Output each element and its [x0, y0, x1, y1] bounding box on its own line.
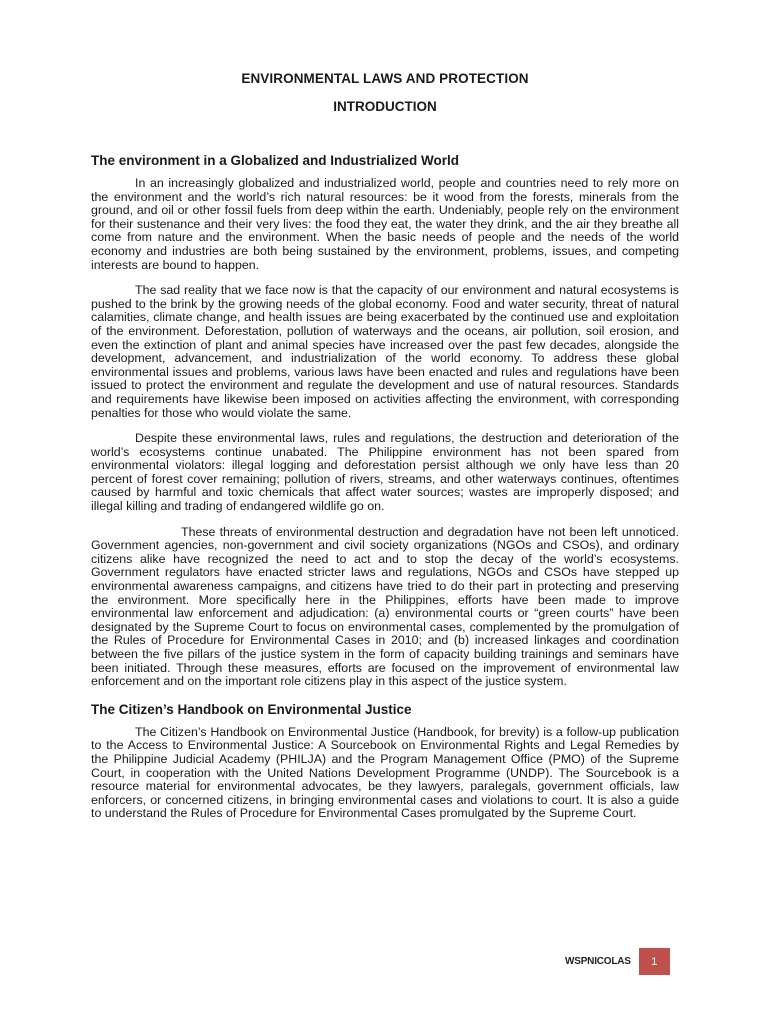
- section-heading-citizens-handbook: The Citizen’s Handbook on Environmental Justice: [91, 701, 412, 717]
- paragraph: In an increasingly globalized and industrialized world, people and countries need to rely more on the environment and the world’s rich natural resources: be it wood from the forests, minerals from the ground, and oil or other fossil fuels from deep within the earth. Undeniably, people rely on the environment for their sustenance and their very lives: the food they eat, the water they drink, and the air they breathe all come from nature and the environment. When the basic needs of people and the needs of the world economy and industries are both being sustained by the environment, problems, issues, and competing interests are bound to happen.: [91, 176, 679, 272]
- footer-author: WSPNICOLAS: [565, 956, 631, 967]
- paragraph: The sad reality that we face now is that the capacity of our environment and natural ecosystems is pushed to the brink by the growing needs of the global economy. Food and water security, threat of natural calamities, climate change, and health issues are being exacerbated by the continued use and exploitation of the environment. Deforestation, pollution of waterways and the oceans, air pollution, soil erosion, and even the extinction of plant and animal species have increased over the past few decades, alongside the development, advancement, and industrialization of the world economy. To address these global environmental issues and problems, various laws have been enacted and rules and regulations have been issued to protect the environment and regulate the development and use of natural resources. Standards and requirements have likewise been imposed on activities affecting the environment, with corresponding penalties for those who would violate the same.: [91, 283, 679, 420]
- paragraph: Despite these environmental laws, rules and regulations, the destruction and deterioration of the world’s ecosystems continue unabated. The Philippine environment has not been spared from environmental violators: illegal logging and deforestation persist although we only have less than 20 percent of forest cover remaining; pollution of rivers, streams, and other waterways continues, oftentimes caused by harmful and toxic chemicals that affect water sources; wastes are improperly disposed; and illegal killing and trading of endangered wildlife go on.: [91, 431, 679, 514]
- section-heading-globalized-world: The environment in a Globalized and Industrialized World: [91, 153, 460, 168]
- paragraph: The Citizen’s Handbook on Environmental Justice (Handbook, for brevity) is a follow-up publication to the Access to Environmental Justice: A Sourcebook on Environmental Rights and Legal Remedies by the Philippine Judicial Academy (PHILJA) and the Program Management Office (PMO) of the Supreme Court, in cooperation with the United Nations Development Programme (UNDP). The Sourcebook is a resource material for environmental advocates, be they lawyers, paralegals, government officials, law enforcers, or concerned citizens, in bringing environmental cases and violations to court. It is also a guide to understand the Rules of Procedure for Environmental Cases promulgated by the Supreme Court.: [91, 724, 679, 821]
- paragraph: These threats of environmental destruction and degradation have not been left unnoticed. Government agencies, non-government and civil society organizations (NGOs and CSOs), and ordinary citizens alike have recognized the need to act and to stop the decay of the world’s ecosystems. Government regulators have enacted stricter laws and regulations, NGOs and CSOs have stepped up environmental awareness campaigns, and citizens have tried to do their part in protecting and preserving the environment. More specifically here in the Philippines, efforts have been made to improve environmental law enforcement and adjudication: (a) environmental courts or “green courts” have been designated by the Supreme Court to focus on environmental cases, complemented by the promulgation of the Rules of Procedure for Environmental Cases in 2010; and (b) increased linkages and coordination between the five pillars of the justice system in the form of capacity building trainings and seminars have been initiated. Through these measures, efforts are focused on the improvement of environmental law enforcement and on the important role citizens play in this aspect of the justice system.: [91, 524, 679, 689]
- document-subtitle: INTRODUCTION: [333, 99, 437, 114]
- document-title: ENVIRONMENTAL LAWS AND PROTECTION: [241, 71, 529, 86]
- page-footer: [565, 948, 670, 975]
- page-number-badge: 1: [639, 948, 670, 975]
